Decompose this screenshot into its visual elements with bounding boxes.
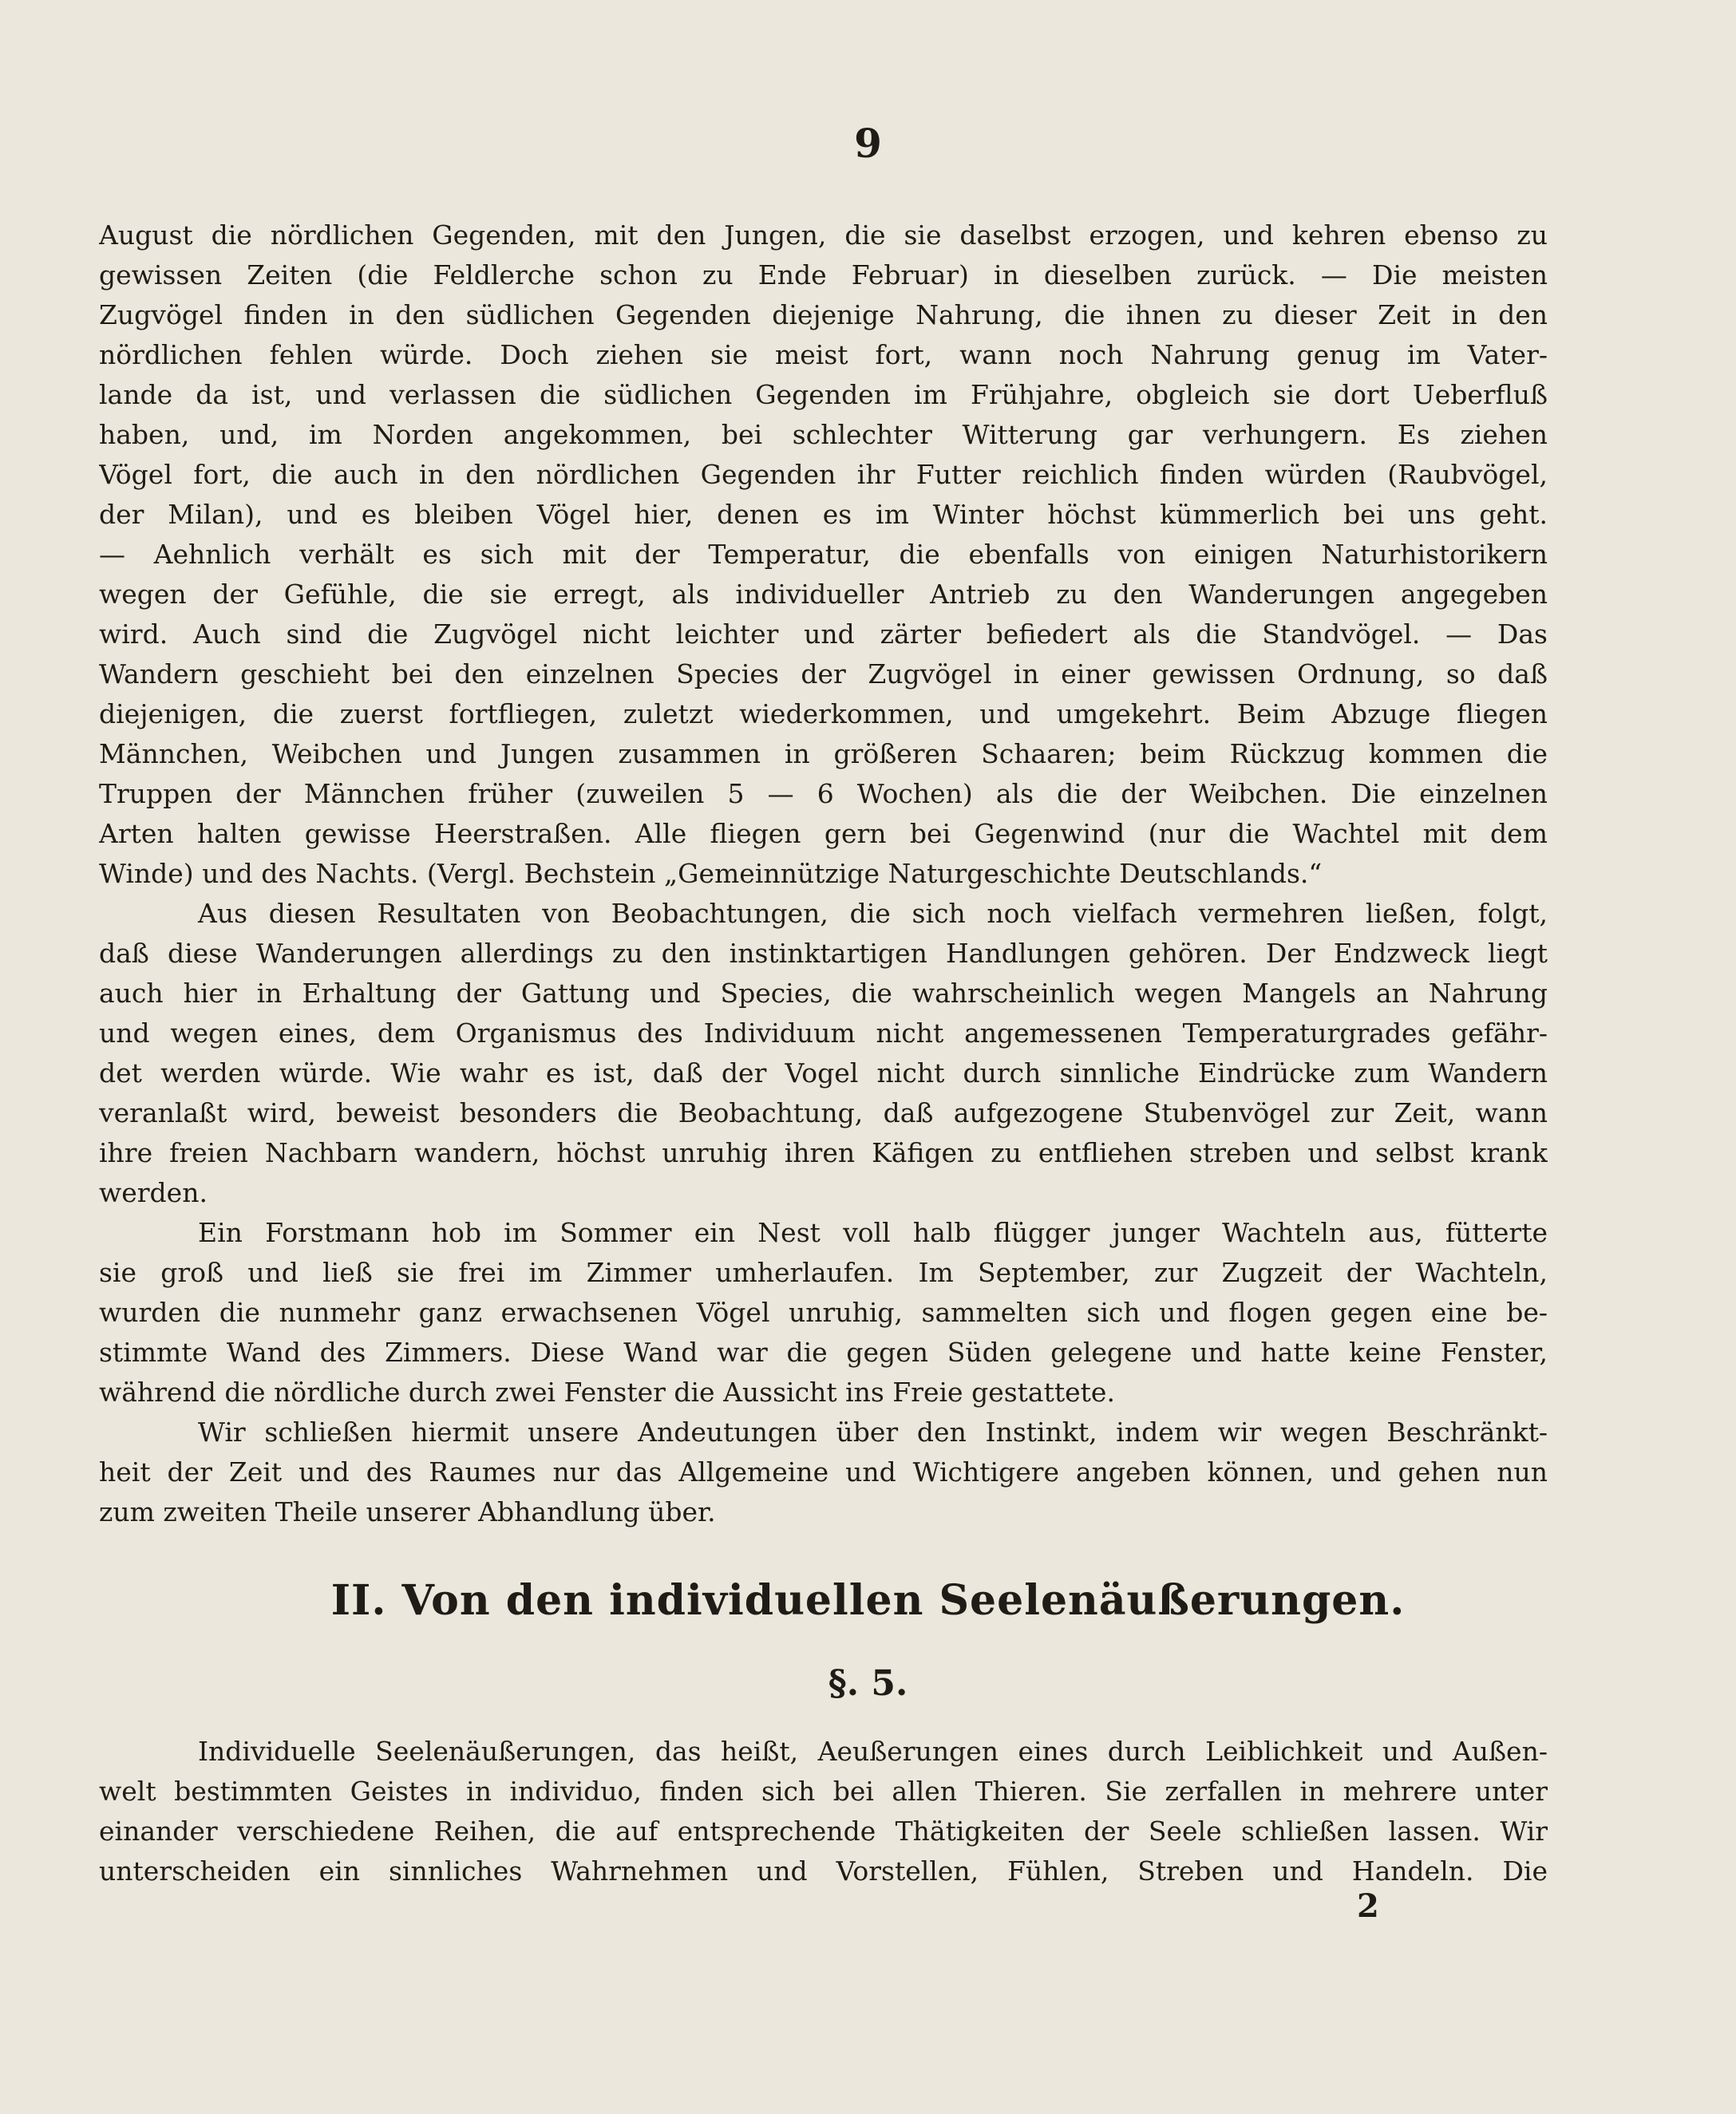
body-text-part-1 [99,215,1548,1532]
text-line: stimmte Wand des Zimmers. Diese Wand war die gegen Süden gelegene und hatte keine Fenster, [99,1337,1548,1368]
text-line: Individuelle Seelenäußerungen, das heißt, Aeußerungen eines durch Leiblichkeit und Außen- [198,1736,1548,1767]
text-line: lande da ist, und verlassen die südlichen Gegenden im Frühjahre, obgleich sie dort Ueberfluß [99,379,1548,410]
text-line: während die nördliche durch zwei Fenster die Aussicht ins Freie gestattete. [99,1377,1115,1408]
body-text-part-2 [99,1732,1548,1891]
text-line: ihre freien Nachbarn wandern, höchst unruhig ihren Käfigen zu entfliehen streben und selbst krank [99,1137,1548,1168]
text-line: heit der Zeit und des Raumes nur das Allgemeine und Wichtigere angeben können, und gehen nun [99,1456,1548,1488]
text-line: zum zweiten Theile unserer Abhandlung über. [99,1496,716,1527]
text-line: Arten halten gewisse Heerstraßen. Alle fliegen gern bei Gegenwind (nur die Wachtel mit dem [99,818,1548,849]
text-line: Wir schließen hiermit unsere Andeutungen über den Instinkt, indem wir wegen Beschränkt- [198,1417,1548,1448]
text-line: Truppen der Männchen früher (zuweilen 5 — 6 Wochen) als die der Weibchen. Die einzelnen [99,778,1548,809]
text-line: unterscheiden ein sinnliches Wahrnehmen und Vorstellen, Fühlen, Streben und Handeln. Die [99,1855,1548,1887]
text-line: Zugvögel finden in den südlichen Gegenden diejenige Nahrung, die ihnen zu dieser Zeit in den [99,299,1548,330]
text-line: wegen der Gefühle, die sie erregt, als individueller Antrieb zu den Wanderungen angegeben [99,579,1548,610]
text-line: Vögel fort, die auch in den nördlichen Gegenden ihr Futter reichlich finden würden (Raubvögel, [99,459,1548,490]
text-line: welt bestimmten Geistes in individuo, finden sich bei allen Thieren. Sie zerfallen in mehrere unter [99,1776,1548,1807]
text-line: — Aehnlich verhält es sich mit der Temperatur, die ebenfalls von einigen Naturhistorikern [99,539,1548,570]
section-heading: II. Von den individuellen Seelenäußerungen. [330,1576,1406,1625]
text-line: Wandern geschieht bei den einzelnen Species der Zugvögel in einer gewissen Ordnung, so daß [99,658,1548,690]
text-line: wurden die nunmehr ganz erwachsenen Vögel unruhig, sammelten sich und flogen gegen eine be- [99,1297,1548,1328]
text-line: veranlaßt wird, beweist besonders die Beobachtung, daß aufgezogene Stubenvögel zur Zeit, wann [99,1097,1548,1128]
text-line: wird. Auch sind die Zugvögel nicht leichter und zärter befiedert als die Standvögel. — Das [99,618,1548,650]
text-line: und wegen eines, dem Organismus des Individuum nicht angemessenen Temperaturgrades gefähr- [99,1017,1548,1049]
page-number: 9 [854,120,882,167]
text-line: werden. [99,1177,208,1208]
signature-mark: 2 [1357,1887,1379,1925]
text-line: auch hier in Erhaltung der Gattung und Species, die wahrscheinlich wegen Mangels an Nahrung [99,978,1548,1009]
text-line: haben, und, im Norden angekommen, bei schlechter Witterung gar verhungern. Es ziehen [99,419,1548,450]
text-line: der Milan), und es bleiben Vögel hier, denen es im Winter höchst kümmerlich bei uns geht. [99,499,1548,530]
text-line: daß diese Wanderungen allerdings zu den instinktartigen Handlungen gehören. Der Endzweck liegt [99,938,1548,969]
text-line: Männchen, Weibchen und Jungen zusammen in größeren Schaaren; beim Rückzug kommen die [99,738,1548,769]
text-line: diejenigen, die zuerst fortfliegen, zuletzt wiederkommen, und umgekehrt. Beim Abzuge fliegen [99,698,1548,729]
text-line: Aus diesen Resultaten von Beobachtungen, die sich noch vielfach vermehren ließen, folgt, [198,898,1548,929]
text-line: einander verschiedene Reihen, die auf entsprechende Thätigkeiten der Seele schließen lassen. Wir [99,1816,1548,1847]
text-line: det werden würde. Wie wahr es ist, daß der Vogel nicht durch sinnliche Eindrücke zum Wandern [99,1057,1548,1089]
text-line: nördlichen fehlen würde. Doch ziehen sie meist fort, wann noch Nahrung genug im Vater- [99,339,1548,370]
text-line: gewissen Zeiten (die Feldlerche schon zu Ende Februar) in dieselben zurück. — Die meisten [99,259,1548,290]
section-number: §. 5. [828,1663,908,1704]
text-line: Winde) und des Nachts. (Vergl. Bechstein „Gemeinnützige Naturgeschichte Deutschlands.“ [99,858,1323,889]
text-line: sie groß und ließ sie frei im Zimmer umherlaufen. Im September, zur Zugzeit der Wachteln, [99,1257,1548,1288]
text-line: August die nördlichen Gegenden, mit den Jungen, die sie daselbst erzogen, und kehren ebenso zu [99,219,1548,251]
text-line: Ein Forstmann hob im Sommer ein Nest voll halb flügger junger Wachteln aus, fütterte [198,1217,1548,1248]
